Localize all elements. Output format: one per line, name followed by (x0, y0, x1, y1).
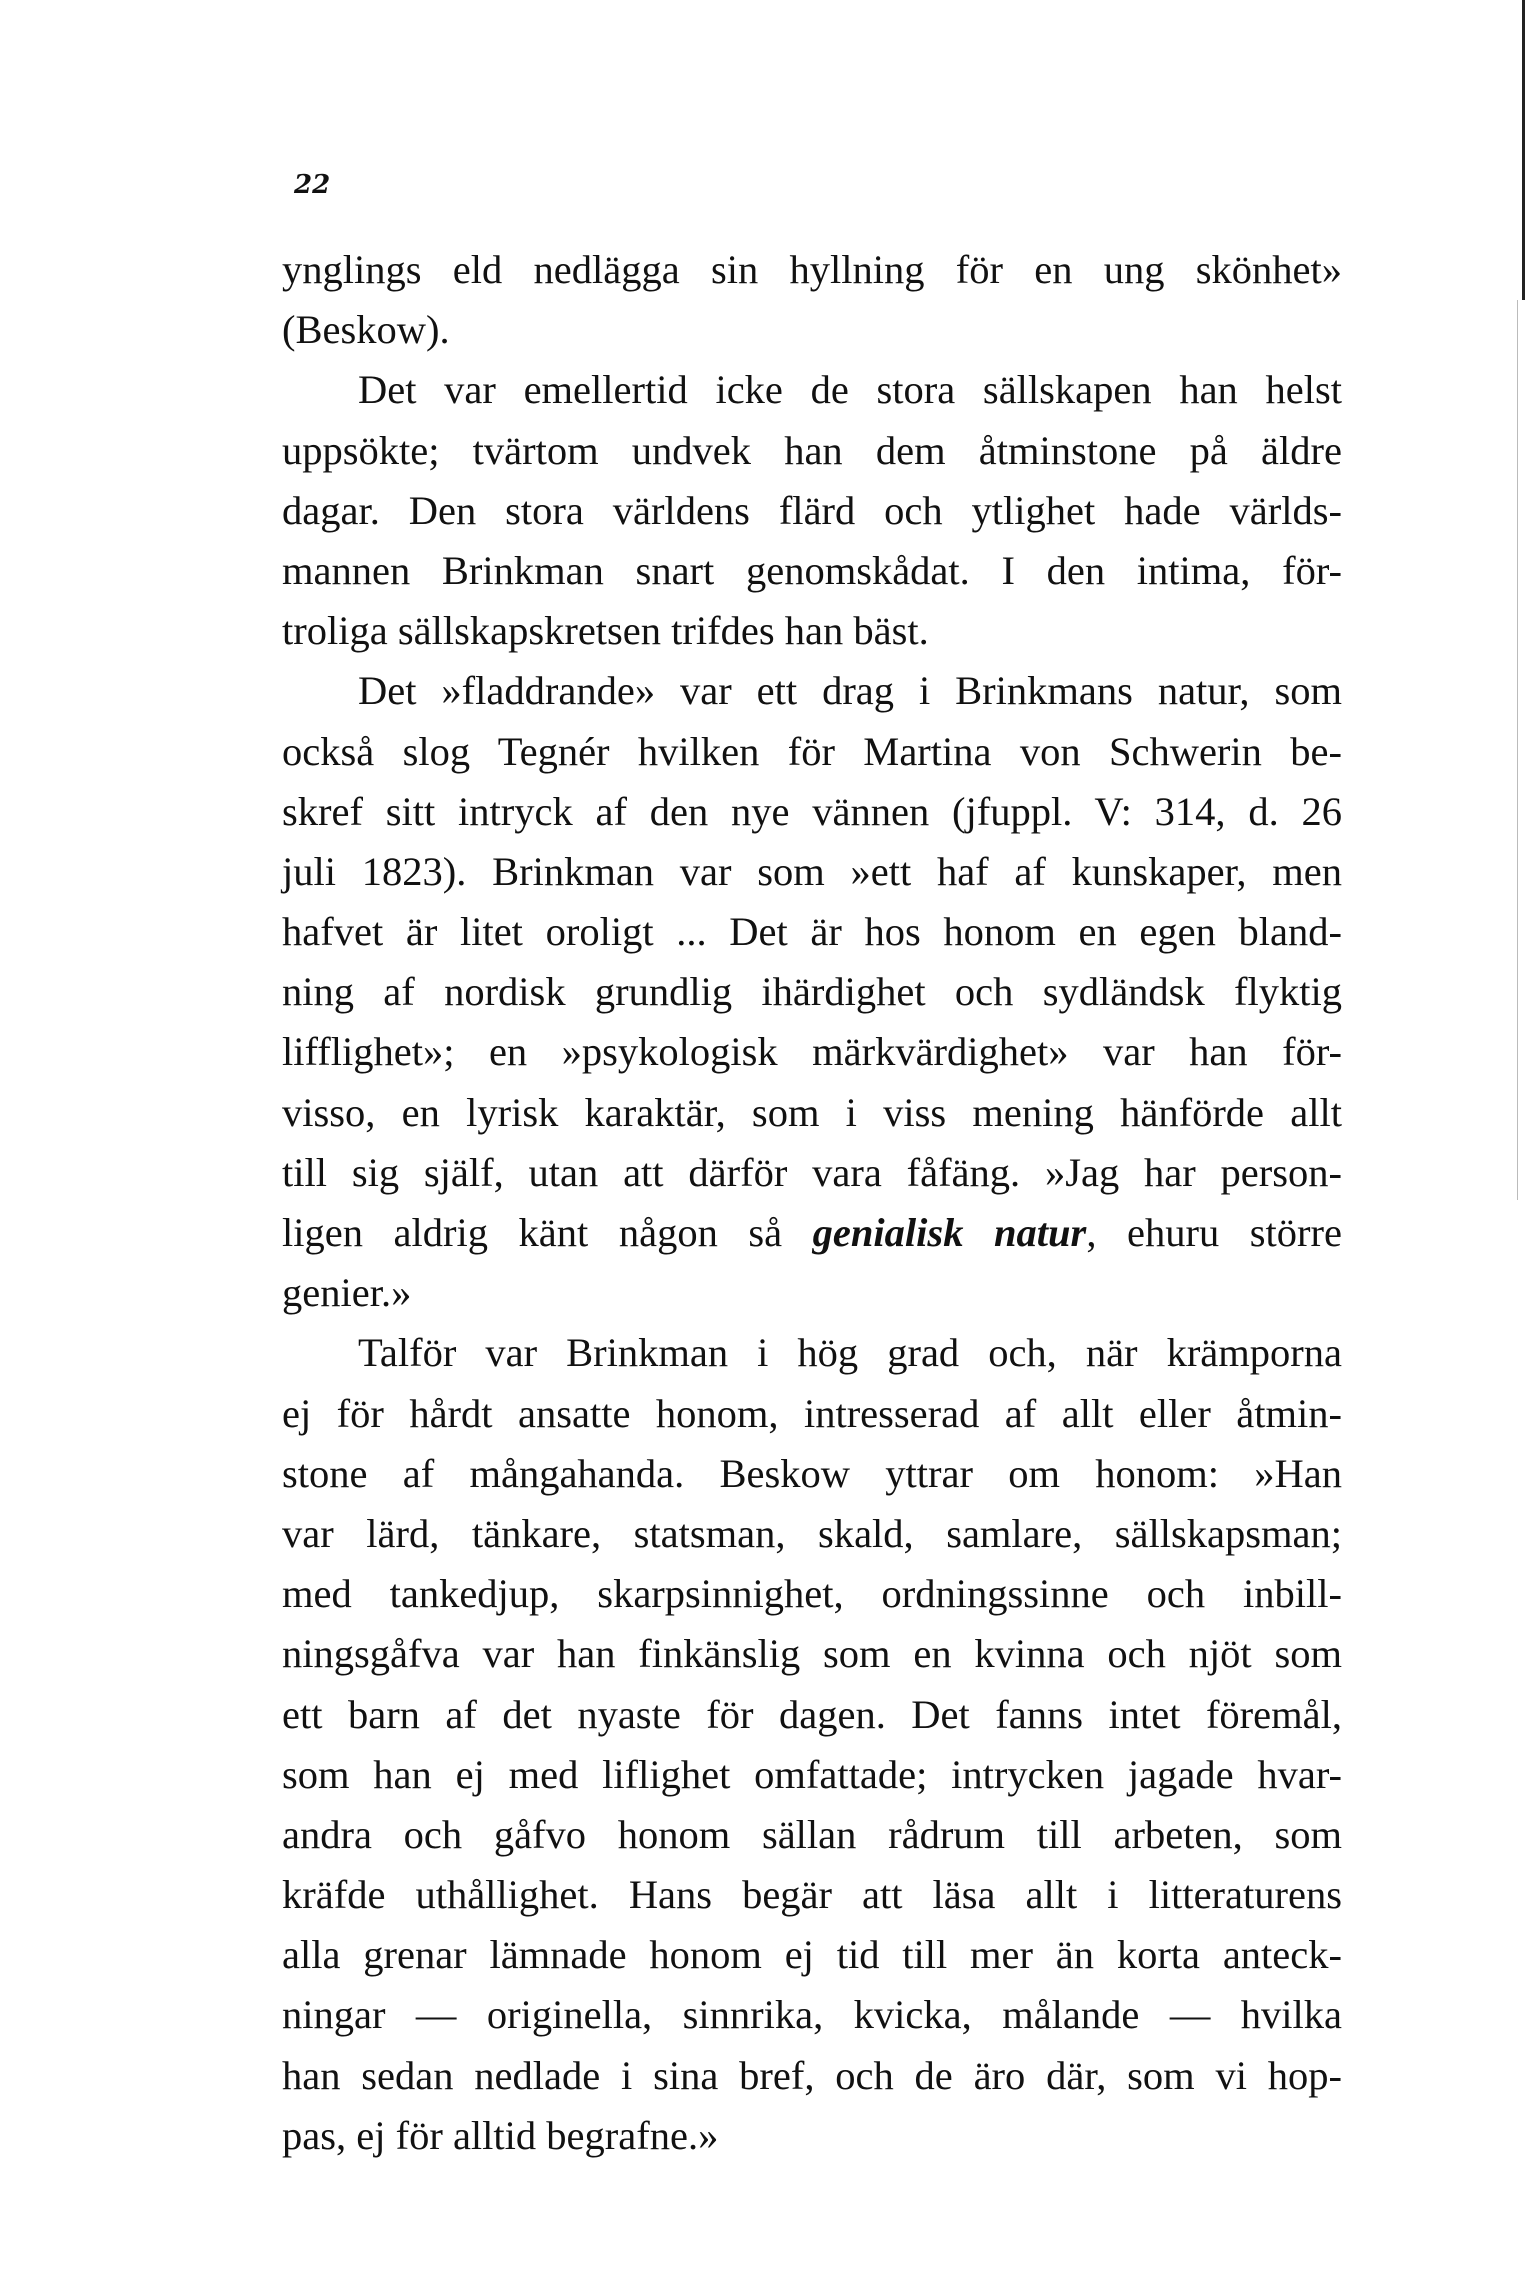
text-line: ett barn af det nyaste för dagen. Det fanns intet föremål, (282, 1691, 1342, 1737)
text-line: mannen Brinkman snart genomskådat. I den intima, för- (282, 547, 1342, 593)
text-line: genier.» (282, 1270, 412, 1316)
text-line: som han ej med liflighet omfattade; intrycken jagade hvar- (282, 1751, 1342, 1797)
text-line: alla grenar lämnade honom ej tid till mer än korta anteck- (282, 1932, 1342, 1978)
text-line: kräfde uthållighet. Hans begär att läsa allt i litteraturens (282, 1872, 1342, 1918)
text-line: skref sitt intryck af den nye vännen (jfuppl. V: 314, d. 26 (282, 788, 1342, 834)
text-line: stone af mångahanda. Beskow yttrar om honom: »Han (282, 1450, 1342, 1496)
page-edge-shadow (1522, 0, 1525, 300)
text-segment: , ehuru större (1086, 1210, 1342, 1255)
text-line: han sedan nedlade i sina bref, och de äro där, som vi hop- (282, 2052, 1342, 2098)
text-line: till sig själf, utan att därför vara fåfäng. »Jag har person- (282, 1149, 1342, 1195)
text-line: Talför var Brinkman i hög grad och, när krämporna (358, 1330, 1342, 1376)
text-line: juli 1823). Brinkman var som »ett haf af kunskaper, men (282, 848, 1342, 894)
text-line: med tankedjup, skarpsinnighet, ordningssinne och inbill- (282, 1571, 1342, 1617)
text-line: ynglings eld nedlägga sin hyllning för en ung skönhet» (282, 247, 1342, 292)
text-segment: ligen aldrig känt någon så (282, 1210, 813, 1255)
text-line: pas, ej för alltid begrafne.» (282, 2112, 719, 2158)
text-line: lifflighet»; en »psykologisk märkvärdighet» var han för- (282, 1029, 1342, 1075)
emphasized-phrase: genialisk natur (812, 1210, 1087, 1255)
text-line: ningsgåfva var han finkänslig som en kvinna och njöt som (282, 1631, 1342, 1677)
text-line: troliga sällskapskretsen trifdes han bäst. (282, 608, 929, 654)
page-number: 22 (294, 170, 331, 200)
text-line-with-emphasis (282, 1203, 1342, 1263)
text-line: andra och gåfvo honom sällan rådrum till arbeten, som (282, 1811, 1342, 1857)
text-line: visso, en lyrisk karaktär, som i viss mening hänförde allt (282, 1089, 1342, 1135)
text-line: ej för hårdt ansatte honom, intresserad af allt eller åtmin- (282, 1390, 1342, 1436)
text-line: hafvet är litet oroligt ... Det är hos honom en egen bland- (282, 909, 1342, 955)
text-line: var lärd, tänkare, statsman, skald, samlare, sällskapsman; (282, 1510, 1342, 1556)
text-line: Det var emellertid icke de stora sällskapen han helst (358, 367, 1342, 413)
text-line: (Beskow). (282, 307, 450, 353)
body-text (282, 240, 1342, 2166)
text-line: ning af nordisk grundlig ihärdighet och sydländsk flyktig (282, 969, 1342, 1015)
text-line: ningar — originella, sinnrika, kvicka, målande — hvilka (282, 1992, 1342, 2038)
text-line: också slog Tegnér hvilken för Martina von Schwerin be- (282, 728, 1342, 774)
text-line: uppsökte; tvärtom undvek han dem åtminstone på äldre (282, 427, 1342, 473)
text-line: Det »fladdrande» var ett drag i Brinkmans natur, som (358, 668, 1342, 714)
page-edge-line (1517, 300, 1518, 1200)
text-line: dagar. Den stora världens flärd och ytlighet hade världs- (282, 487, 1342, 533)
